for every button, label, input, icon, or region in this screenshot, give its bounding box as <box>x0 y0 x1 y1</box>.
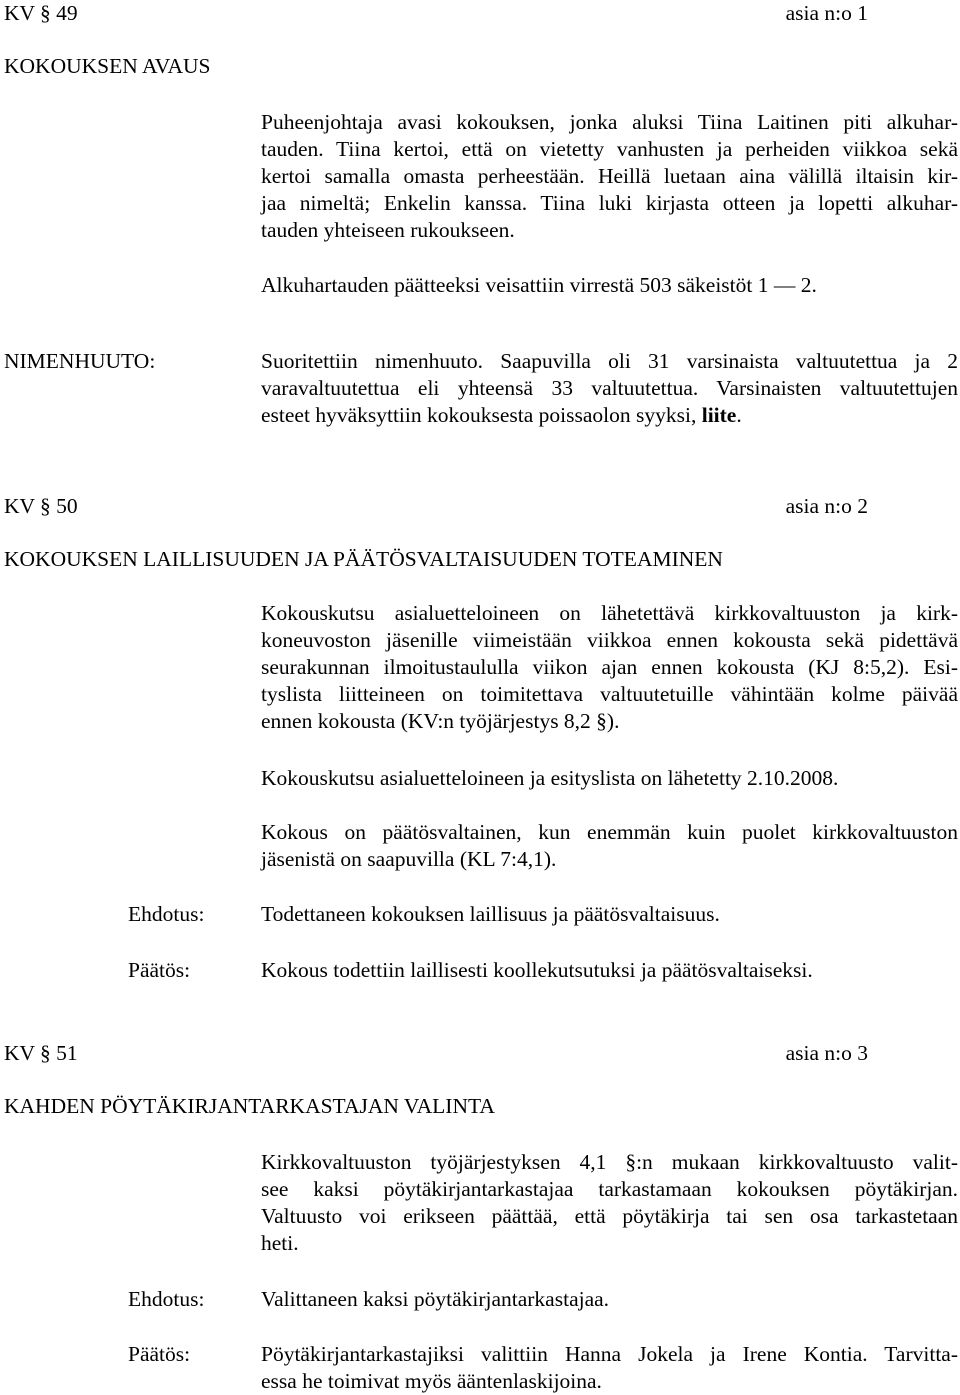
section-51-paragraph-line: heti. <box>261 1231 299 1255</box>
section-49-title: KOKOUKSEN AVAUS <box>4 54 211 78</box>
section-49-paragraph-line: kertoi samalla omasta perheestään. Heillä luetaan aina välillä iltaisin kir- <box>261 164 958 188</box>
section-49-paragraph-line: tauden yhteiseen rukoukseen. <box>261 218 515 242</box>
section-51-decision-line: essa he toimivat myös ääntenlaskijoina. <box>261 1369 602 1393</box>
section-50-decision-text: Kokous todettiin laillisesti koollekutsutuksi ja päätösvaltaiseksi. <box>261 958 813 982</box>
section-49-hymn-text: Alkuhartauden päätteeksi veisattiin virrestä 503 säkeistöt 1 — 2. <box>261 273 817 297</box>
section-50-paragraph-line: Kokouskutsu asialuetteloineen on lähetettävä kirkkovaltuuston ja kirk- <box>261 601 958 625</box>
section-50-case-number: asia n:o 2 <box>785 494 868 518</box>
section-50-proposal-text: Todettaneen kokouksen laillisuus ja päätösvaltaisuus. <box>261 902 720 926</box>
section-49-paragraph-line: jaa nimeltä; Enkelin kanssa. Tiina luki kirjasta otteen ja lopetti alkuhar- <box>261 191 958 215</box>
section-51-paragraph-line: Kirkkovaltuuston työjärjestyksen 4,1 §:n mukaan kirkkovaltuusto valit- <box>261 1150 958 1174</box>
section-50-quorum-line: jäsenistä on saapuvilla (KL 7:4,1). <box>261 847 557 871</box>
roll-call-line: Suoritettiin nimenhuuto. Saapuvilla oli 31 varsinaista valtuutettua ja 2 <box>261 349 958 373</box>
section-49-paragraph-line: Puheenjohtaja avasi kokouksen, jonka aluksi Tiina Laitinen piti alkuhar- <box>261 110 958 134</box>
attachment-link: liite <box>701 403 737 427</box>
section-50-paragraph-line: ennen kokousta (KV:n työjärjestys 8,2 §). <box>261 709 620 733</box>
section-51-case-number: asia n:o 3 <box>785 1041 868 1065</box>
section-49-paragraph-line: tauden. Tiina kertoi, että on vietetty vanhusten ja perheiden viikkoa sekä <box>261 137 958 161</box>
roll-call-label: NIMENHUUTO: <box>4 349 156 373</box>
section-50-paragraph-line: tyslista liitteineen on toimitettava valtuutetuille vähintään kolme päivää <box>261 682 958 706</box>
roll-call-last-line <box>261 401 742 429</box>
roll-call-line: varavaltuutettua eli yhteensä 33 valtuutettua. Varsinaisten valtuutettujen <box>261 376 958 400</box>
section-51-decision-label: Päätös: <box>128 1342 191 1366</box>
section-50-proposal-label: Ehdotus: <box>128 902 205 926</box>
section-49-number: KV § 49 <box>4 1 78 25</box>
section-51-decision-line: Pöytäkirjantarkastajiksi valittiin Hanna Jokela ja Irene Kontia. Tarvitta- <box>261 1342 958 1366</box>
roll-call-text: esteet hyväksyttiin kokouksesta poissaolon syyksi, <box>261 403 702 427</box>
section-51-proposal-label: Ehdotus: <box>128 1287 205 1311</box>
section-51-paragraph-line: Valtuusto voi erikseen päättää, että pöytäkirja tai sen osa tarkastetaan <box>261 1204 958 1228</box>
section-51-number: KV § 51 <box>4 1041 78 1065</box>
section-50-quorum-line: Kokous on päätösvaltainen, kun enemmän kuin puolet kirkkovaltuuston <box>261 820 958 844</box>
section-49-case-number: asia n:o 1 <box>785 1 868 25</box>
roll-call-period: . <box>736 403 742 427</box>
section-50-paragraph-line: seurakunnan ilmoitustaululla viikon ajan ennen kokousta (KJ 8:5,2). Esi- <box>261 655 958 679</box>
section-50-number: KV § 50 <box>4 494 78 518</box>
section-51-proposal-text: Valittaneen kaksi pöytäkirjantarkastajaa. <box>261 1287 610 1311</box>
section-50-paragraph-line: koneuvoston jäsenille viimeistään viikkoa ennen kokousta sekä pidettävä <box>261 628 958 652</box>
section-50-decision-label: Päätös: <box>128 958 191 982</box>
section-51-title: KAHDEN PÖYTÄKIRJANTARKASTAJAN VALINTA <box>4 1094 495 1118</box>
section-51-paragraph-line: see kaksi pöytäkirjantarkastajaa tarkastamaan kokouksen pöytäkirjan. <box>261 1177 958 1201</box>
section-50-title: KOKOUKSEN LAILLISUUDEN JA PÄÄTÖSVALTAISUUDEN TOTEAMINEN <box>4 547 723 571</box>
section-50-invitation-sent: Kokouskutsu asialuetteloineen ja esityslista on lähetetty 2.10.2008. <box>261 766 839 790</box>
